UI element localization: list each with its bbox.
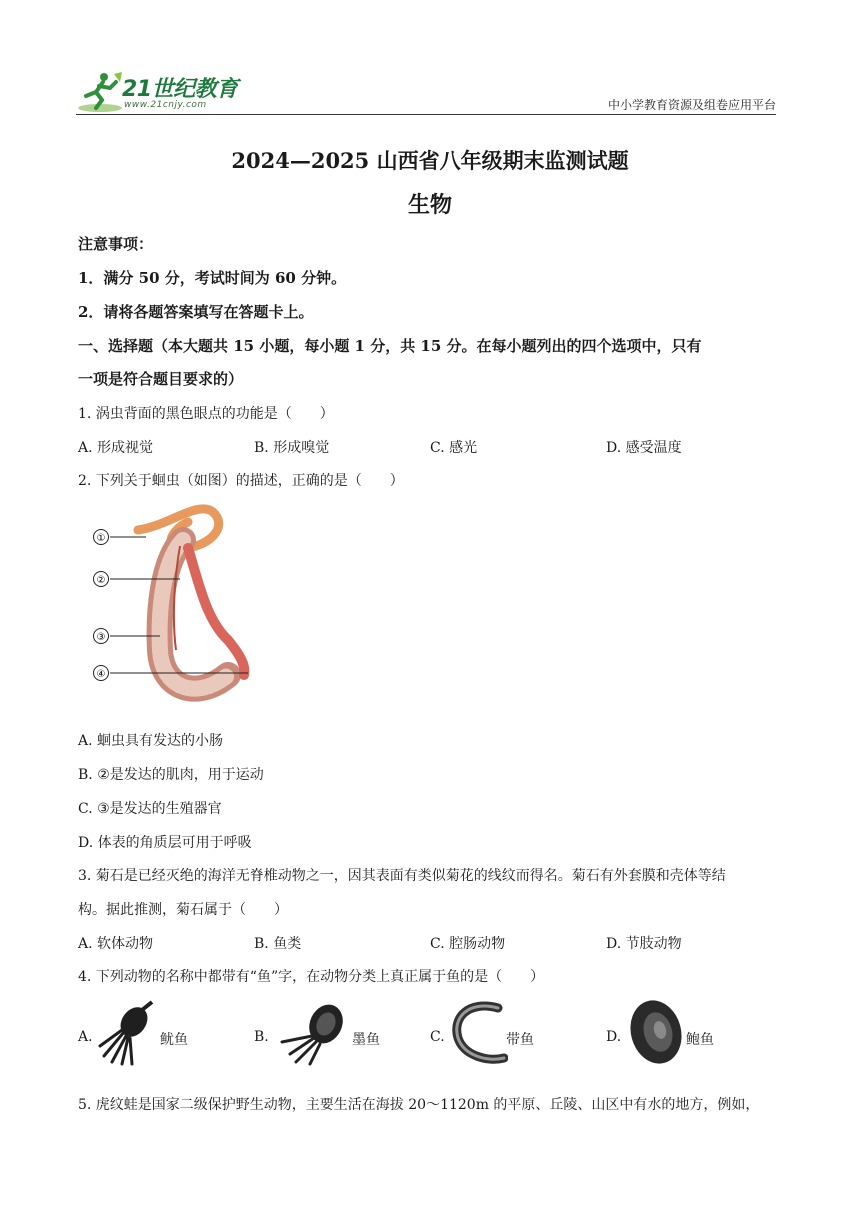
q3-option-b: B. 鱼类 [254,936,302,952]
figure-label-1: ① [96,533,106,544]
header-divider [76,114,776,115]
q2-option-b: B. ②是发达的肌肉，用于运动 [78,767,264,783]
question-1-stem: 1. 涡虫背面的黑色眼点的功能是（ ） [78,406,334,422]
question-5-stem: 5. 虎纹蛙是国家二级保护野生动物，主要生活在海拔 20～1120m 的平原、丘陵、山区中有水的地方，例如， [78,1097,760,1113]
q1-option-a: A. 形成视觉 [78,440,154,456]
notice-item: 2．请将各题答案填写在答题卡上。 [78,303,314,321]
section-heading-cont: 一项是符合题目要求的） [78,370,244,388]
logo-text: 21世纪教育 [122,77,238,102]
q1-option-b: B. 形成嗅觉 [254,440,330,456]
platform-name: 中小学教育资源及组卷应用平台 [607,98,776,112]
logo-url: www.21cnjy.com [124,100,207,110]
question-3-stem-cont: 构。据此推测，菊石属于（ ） [78,902,288,918]
figure-label-4: ④ [96,669,106,680]
figure-label-3: ③ [96,632,106,643]
exam-subject: 生物 [407,192,452,218]
q1-option-d: D. 感受温度 [606,440,682,456]
logo [76,70,246,114]
q3-option-d: D. 节肢动物 [606,936,682,952]
q4-option-b-name: 墨鱼 [352,1032,380,1048]
q4-option-b-letter: B. [254,1029,269,1045]
figure-label-2: ② [96,575,106,586]
exam-title: 2024—2025 山西省八年级期末监测试题 [231,148,629,173]
question-2-stem: 2. 下列关于蛔虫（如图）的描述，正确的是（ ） [78,473,404,489]
q4-option-c-name: 带鱼 [506,1032,534,1048]
q2-option-c: C. ③是发达的生殖器官 [78,801,222,817]
q3-option-a: A. 软体动物 [78,936,154,952]
roundworm-figure [88,500,268,710]
q2-option-a: A. 蛔虫具有发达的小肠 [78,733,224,749]
q3-option-c: C. 腔肠动物 [430,936,506,952]
q1-option-c: C. 感光 [430,440,478,456]
question-3-stem: 3. 菊石是已经灭绝的海洋无脊椎动物之一，因其表面有类似菊花的线纹而得名。菊石有外套膜和壳体等结 [78,868,726,884]
q4-option-a-name: 鱿鱼 [160,1032,188,1048]
q4-option-a-letter: A. [78,1029,93,1045]
notice-item: 1．满分 50 分，考试时间为 60 分钟。 [78,269,347,287]
hairtail-fish-icon [448,998,508,1068]
page-header [76,70,776,116]
abalone-icon [626,998,686,1068]
question-4-stem: 4. 下列动物的名称中都带有“鱼”字，在动物分类上真正属于鱼的是（ ） [78,969,545,985]
notice-heading: 注意事项： [78,235,154,253]
squid-icon [94,998,156,1068]
q4-option-c-letter: C. [430,1029,445,1045]
q2-option-d: D. 体表的角质层可用于呼吸 [78,835,252,851]
runner-logo-icon [76,70,124,114]
section-heading: 一、选择题（本大题共 15 小题，每小题 1 分，共 15 分。在每小题列出的四个选项中，只有 [78,337,702,355]
q4-option-d-letter: D. [606,1029,622,1045]
q4-option-d-name: 鲍鱼 [686,1032,714,1048]
cuttlefish-icon [276,998,350,1068]
